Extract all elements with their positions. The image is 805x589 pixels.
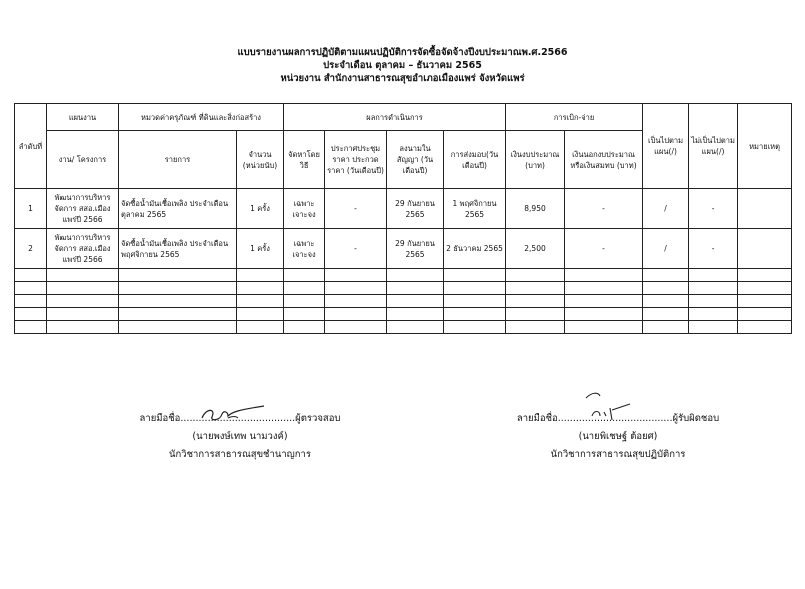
header-method: จัดหาโดยวิธี [284, 131, 325, 189]
empty-row [15, 282, 792, 295]
cell-qty: 1 ครั้ง [237, 229, 284, 269]
sign-role-left: ผู้ตรวจสอบ [295, 413, 341, 424]
header-not-in-plan: ไม่เป็นไปตามแผน(/) [689, 104, 738, 189]
table-row [15, 189, 792, 229]
report-title: แบบรายงานผลการปฏิบัติตามแผนปฏิบัติการจัดซื้อจัดจ้างปีงบประมาณพ.ศ.2566 [237, 47, 568, 58]
header-category: หมวดค่าครุภัณฑ์ ที่ดินและสิ่งก่อสร้าง [119, 104, 284, 131]
cell-remarks [738, 189, 792, 229]
header-results: ผลการดำเนินการ [284, 104, 506, 131]
header-plan: แผนงาน [47, 104, 119, 131]
cell-offbudget: - [565, 229, 643, 269]
sign-dots-left: ...................................... [180, 413, 296, 424]
header-project: งาน/ โครงการ [47, 131, 119, 189]
cell-method: เฉพาะเจาะจง [284, 229, 325, 269]
cell-delivery: 1 พฤศจิกายน 2565 [444, 189, 506, 229]
report-period: ประจำเดือน ตุลาคม – ธันวาคม 2565 [323, 60, 482, 71]
signer-name-left: (นายพงษ์เทพ นามวงค์) [192, 431, 288, 442]
header-in-plan: เป็นไปตามแผน(/) [643, 104, 689, 189]
signer-position-left: นักวิชาการสาธารณสุขชำนาญการ [169, 449, 311, 460]
cell-announce: - [325, 229, 387, 269]
empty-row [15, 295, 792, 308]
header-delivery: การส่งมอบ(วันเดือนปี) [444, 131, 506, 189]
header-item: รายการ [119, 131, 237, 189]
cell-budget: 8,950 [506, 189, 565, 229]
header-remarks: หมายเหตุ [738, 104, 792, 189]
cell-in-plan: / [643, 229, 689, 269]
cell-in-plan: / [643, 189, 689, 229]
header-budget: เงินงบประมาณ (บาท) [506, 131, 565, 189]
sign-prefix-left: ลายมือชื่อ [139, 413, 181, 424]
cell-contract: 29 กันยายน 2565 [387, 189, 444, 229]
header-disbursement: การเบิก-จ่าย [506, 104, 643, 131]
report-header [0, 46, 805, 85]
cell-announce: - [325, 189, 387, 229]
signature-scribble-left [198, 404, 268, 426]
cell-contract: 29 กันยายน 2565 [387, 229, 444, 269]
signature-block-right [498, 410, 738, 464]
header-offbudget: เงินนอกงบประมาณหรือเงินสมทบ (บาท) [565, 131, 643, 189]
header-announce: ประกาศประชุมราคา ประกวดราคา (วันเดือนปี) [325, 131, 387, 189]
procurement-table [14, 103, 792, 334]
signer-name-right: (นายพิเชษฐ์ ต้อยศ) [578, 431, 658, 442]
sign-role-right: ผู้รับผิดชอบ [672, 413, 720, 424]
cell-project: พัฒนาการบริหารจัดการ สสอ.เมืองแพร่ปี 2566 [47, 229, 119, 269]
signature-block-left [120, 410, 360, 464]
header-no: ลำดับที่ [15, 104, 47, 189]
cell-item: จัดซื้อน้ำมันเชื้อเพลิง ประจำเดือนตุลาคม 2565 [119, 189, 237, 229]
cell-item: จัดซื้อน้ำมันเชื้อเพลิง ประจำเดือนพฤศจิกายน 2565 [119, 229, 237, 269]
header-qty: จำนวน (หน่วยนับ) [237, 131, 284, 189]
cell-offbudget: - [565, 189, 643, 229]
empty-row [15, 321, 792, 334]
sign-prefix-right: ลายมือชื่อ [516, 413, 558, 424]
report-unit: หน่วยงาน สำนักงานสาธารณสุขอำเภอเมืองแพร่ จังหวัดแพร่ [280, 73, 525, 84]
cell-qty: 1 ครั้ง [237, 189, 284, 229]
empty-row [15, 269, 792, 282]
cell-remarks [738, 229, 792, 269]
cell-no: 2 [15, 229, 47, 269]
cell-delivery: 2 ธันวาคม 2565 [444, 229, 506, 269]
cell-not-in-plan: - [689, 189, 738, 229]
cell-no: 1 [15, 189, 47, 229]
header-contract: ลงนามในสัญญา (วันเดือนปี) [387, 131, 444, 189]
signer-position-right: นักวิชาการสาธารณสุขปฏิบัติการ [550, 449, 686, 460]
table-row [15, 229, 792, 269]
signature-scribble-right [578, 390, 638, 424]
sign-dots-right: ...................................... [557, 413, 673, 424]
cell-method: เฉพาะเจาะจง [284, 189, 325, 229]
cell-not-in-plan: - [689, 229, 738, 269]
cell-budget: 2,500 [506, 229, 565, 269]
empty-row [15, 308, 792, 321]
cell-project: พัฒนาการบริหารจัดการ สสอ.เมืองแพร่ปี 2566 [47, 189, 119, 229]
